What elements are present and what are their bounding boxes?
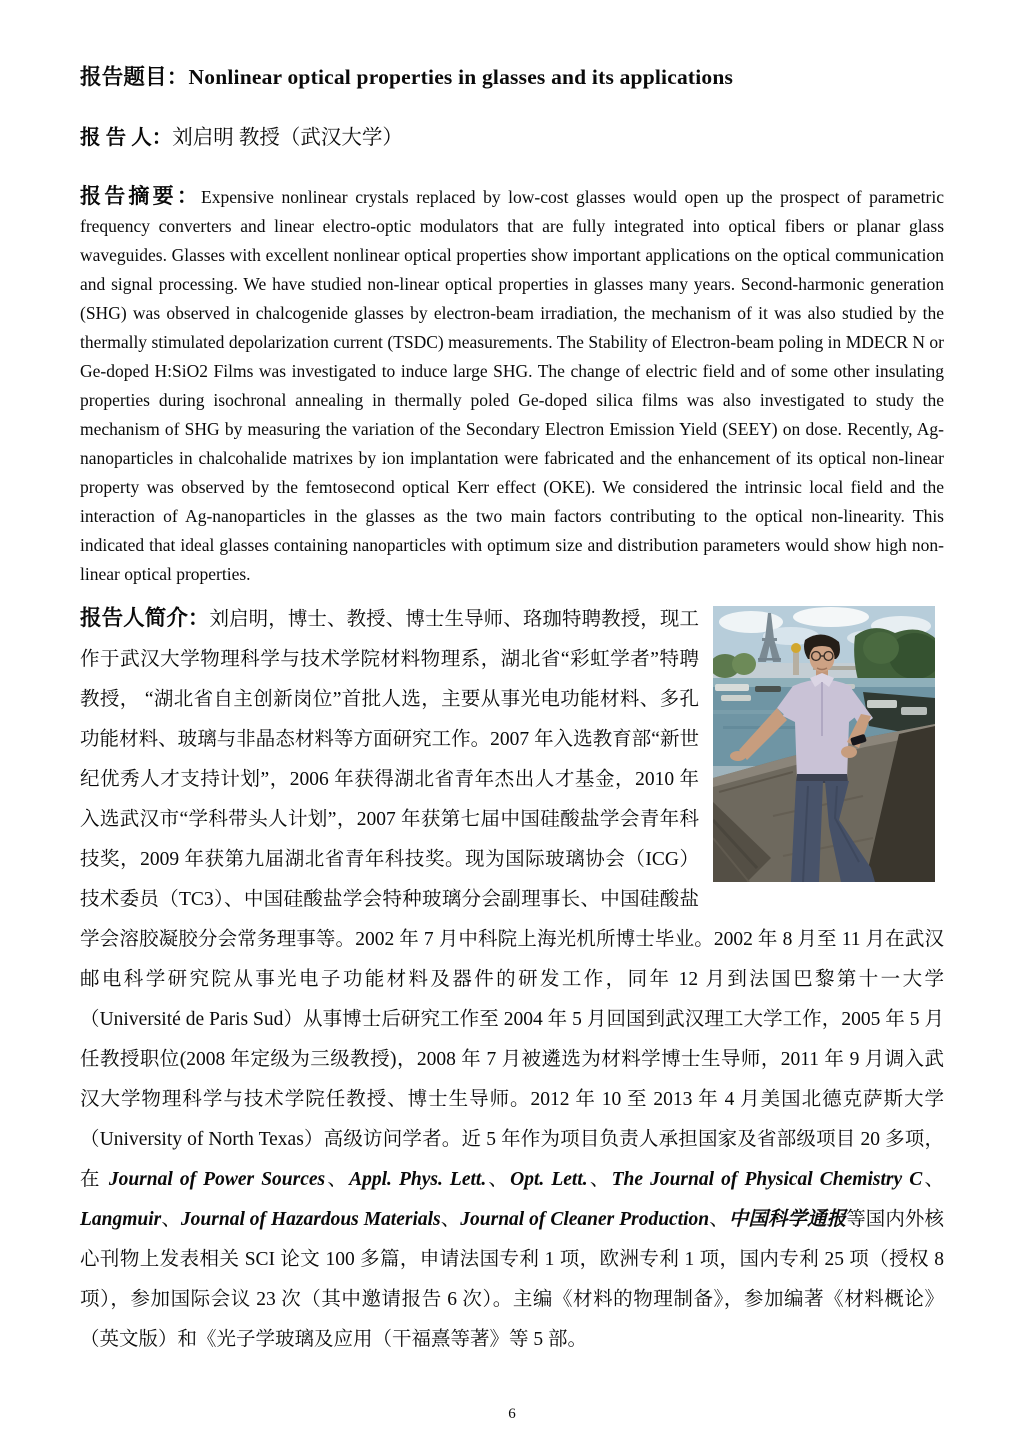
journal-name: Journal of Cleaner Production xyxy=(460,1209,710,1230)
report-title-label: 报告题目： xyxy=(80,65,189,89)
bio-separator: 、 xyxy=(161,1209,181,1230)
report-speaker-label: 报 告 人： xyxy=(80,127,173,149)
bio-separator: 、 xyxy=(440,1209,461,1230)
bio-separator: 、 xyxy=(587,1169,612,1190)
speaker-bio xyxy=(80,598,944,1360)
journal-name: Langmuir xyxy=(80,1209,162,1230)
speaker-photo xyxy=(713,606,935,882)
journal-name: 中国科学通报 xyxy=(728,1209,847,1230)
speaker-photo-scene xyxy=(713,606,935,882)
journal-name: Opt. Lett. xyxy=(510,1169,588,1190)
report-abstract xyxy=(80,182,944,589)
journal-name: The Journal of Physical Chemistry C xyxy=(611,1169,923,1190)
report-title xyxy=(80,62,944,92)
bio-separator: 、 xyxy=(709,1209,729,1230)
bio-segment: 刘启明，博士、教授、博士生导师、珞珈特聘教授，现工作于武汉大学物理科学与技术学院材料物理系，湖北省“彩虹学者”特聘教授， “湖北省自主创新岗位”首批人选，主要从事光电功能材料、多孔功能材料、玻璃与非晶态材料等方面研究工作。2007 年入选教育部“新世纪优秀人才支持计划”，2006 年获得湖北省青年杰出人才基金，2010 年入选武汉市“学科带头人计划”，2007 年获第七届中国硅酸盐学会青年科技奖，2009 年获第九届湖北省青年科技奖。现为国际玻璃协会（ICG）技术委员（TC3）、中国硅酸盐学会特种玻璃分会副理事长、中国硅酸盐学会溶胶凝胶分会常务理事等。2002 年 7 月中科院上海光机所博士毕业。2002 年 8 月至 11 月在武汉邮电科学研究院从事光电子功能材料及器件的研发工作，同年 12 月到法国巴黎第十一大学（Université de Paris Sud）从事博士后研究工作至 2004 年 5 月回国到武汉理工大学工作，2005 年 5 月任教授职位(2008 年定级为三级教授)，2008 年 7 月被遴选为材料学博士生导师，2011 年 9 月调入武汉大学物理科学与技术学院任教授、博士生导师。2012 年 10 至 2013 年 4 月美国北德克萨斯大学（University of North Texas）高级访问学者。近 5 年作为项目负责人承担国家及省部级项目 20 多项，在 xyxy=(80,609,944,1190)
report-speaker xyxy=(80,123,944,153)
journal-name: Journal of Hazardous Materials xyxy=(180,1209,441,1230)
bio-separator: 、 xyxy=(486,1169,511,1190)
speaker-bio-label: 报告人简介： xyxy=(80,606,210,630)
bio-segment: 等国内外核心刊物上发表相关 SCI 论文 100 多篇，申请法国专利 1 项，欧洲专利 1 项，国内专利 25 项（授权 8 项），参加国际会议 23 次（其中邀请报告 6 次）。主编《材料的物理制备》，参加编著《材料概论》（英文版）和《光子学玻璃及应用（干福熹等著》等 5 部。 xyxy=(80,1209,944,1350)
bio-separator: 、 xyxy=(325,1169,350,1190)
bio-separator: 、 xyxy=(922,1169,944,1190)
report-speaker-text: 刘启明 教授（武汉大学） xyxy=(172,127,403,149)
journal-name: Appl. Phys. Lett. xyxy=(349,1169,487,1190)
report-abstract-text: Expensive nonlinear crystals replaced by low-cost glasses would open up the prospect of parametric frequency converters and linear electro-optic modulators that are fully integrated into optical fibers or planar glass waveguides. Glasses with excellent nonlinear optical properties show important applications on the optical communication and signal processing. We have studied non-linear optical properties in glasses many years. Second-harmonic generation (SHG) was observed in chalcogenide glasses by electron-beam irradiation, the mechanism of it was also studied by the thermally stimulated depolarization current (TSDC) measurements. The Stability of Electron-beam poling in MDECR N or Ge-doped H:SiO2 Films was investigated to induce large SHG. The change of electric field and of some other insulating properties during isochronal annealing in thermally poled Ge-doped silica films was also investigated to study the mechanism of SHG by measuring the variation of the Secondary Electron Emission Yield (SEEY) on dose. Recently, Ag-nanoparticles in chalcohalide matrixes by ion implantation were fabricated and the enhancement of its optical non-linear property was observed by the femtosecond optical Kerr effect (OKE). We considered the intrinsic local field and the interaction of Ag-nanoparticles in the glasses as the two main factors contributing to the optical non-linearity. This indicated that ideal glasses containing nanoparticles with optimum size and distribution parameters would show high non-linear optical properties. xyxy=(80,187,944,584)
report-title-text: Nonlinear optical properties in glasses and its applications xyxy=(188,65,734,89)
report-abstract-label: 报告摘要： xyxy=(80,184,202,208)
journal-name: Journal of Power Sources xyxy=(108,1169,326,1190)
photo-person-face xyxy=(810,644,835,672)
page-number: 6 xyxy=(508,1406,516,1422)
